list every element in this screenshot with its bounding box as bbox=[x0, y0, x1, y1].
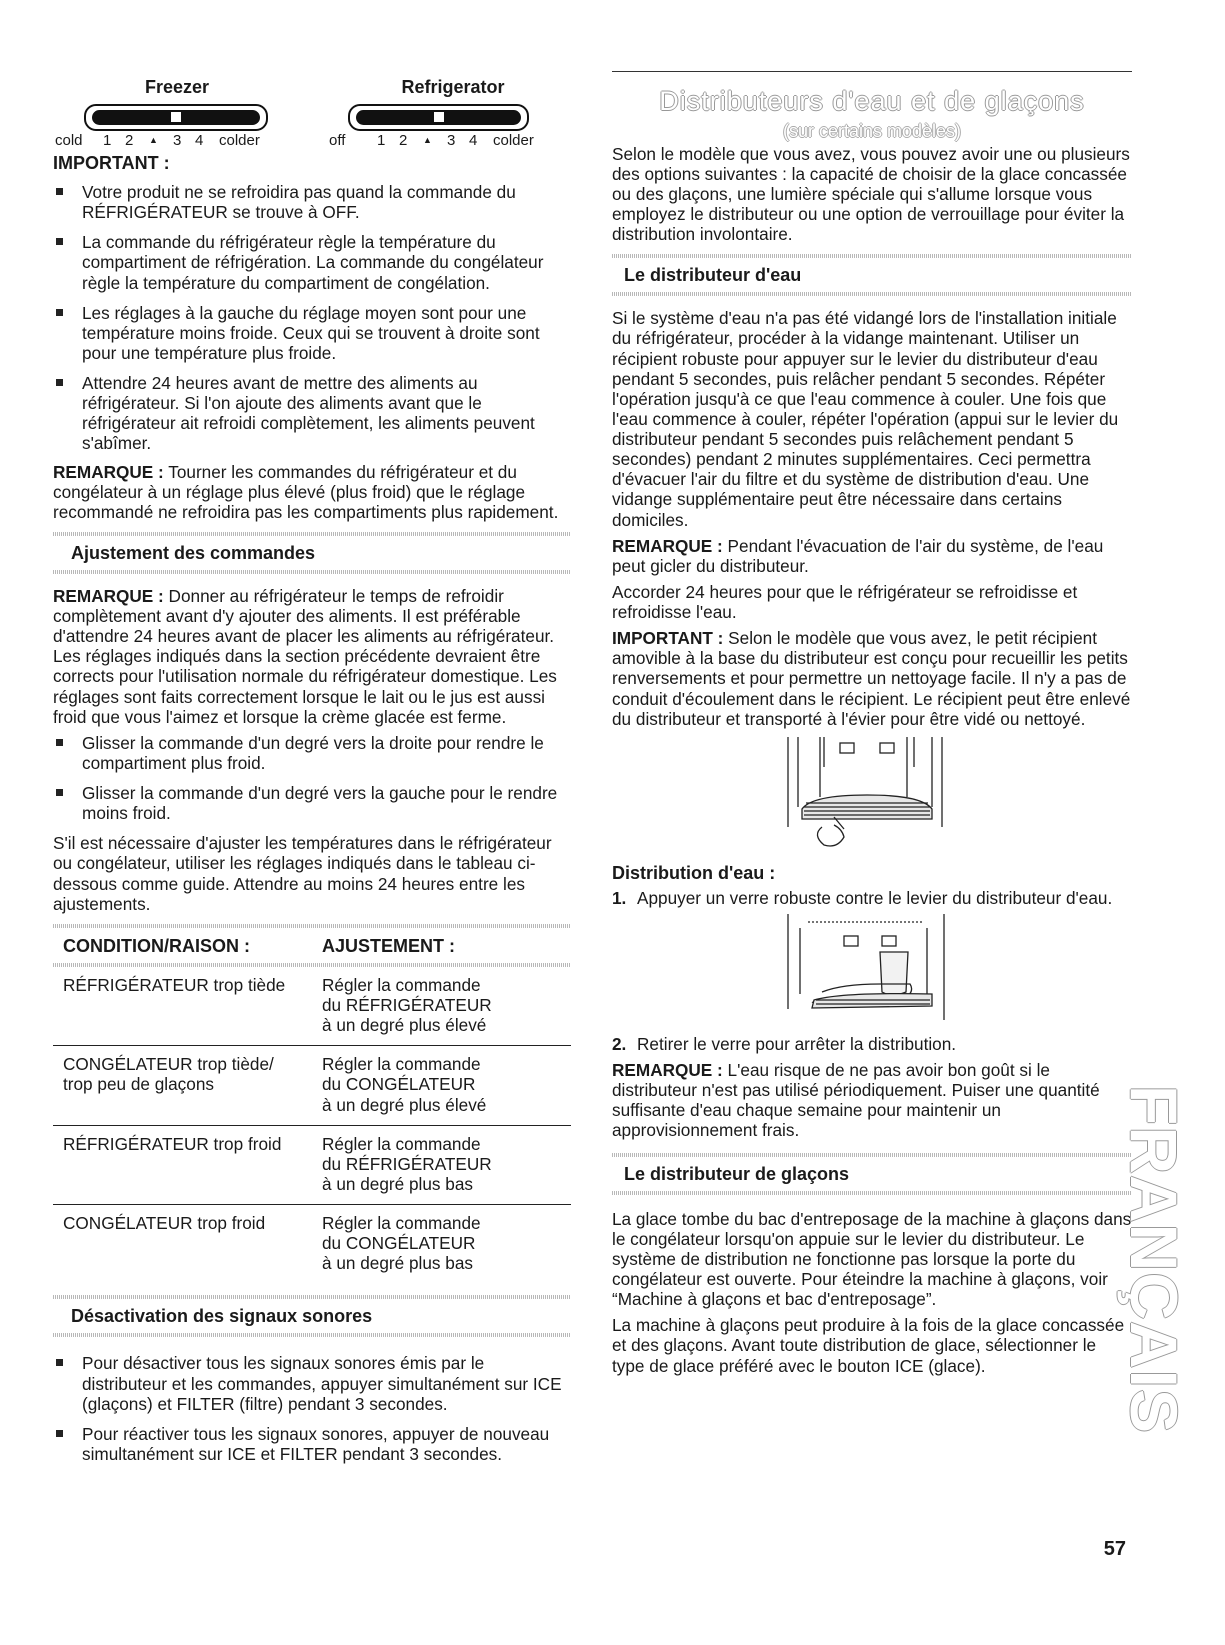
scale-mark: 4 bbox=[469, 132, 478, 149]
language-label: FRANÇAIS bbox=[1117, 1085, 1191, 1434]
table-row bbox=[53, 1046, 571, 1125]
bullet-item: La commande du réfrigérateur règle la température du compartiment de réfrigération. La commande du congélateur règle la température du compartiment de congélation. bbox=[53, 232, 571, 292]
bullet-item: Pour réactiver tous les signaux sonores, appuyer de nouveau simultanément sur ICE et FILTER pendant 3 secondes. bbox=[53, 1424, 571, 1464]
table-header-condition: CONDITION/RAISON : bbox=[63, 935, 250, 956]
ajustement-list bbox=[53, 733, 571, 824]
refrigerator-title: Refrigerator bbox=[401, 77, 505, 97]
step-text: Appuyer un verre robuste contre le levier du distributeur d'eau. bbox=[637, 887, 1113, 908]
ajustement-remarque bbox=[53, 586, 571, 727]
table-cell-ajustement: Régler la commande du RÉFRIGÉRATEUR à un degré plus élevé bbox=[312, 967, 571, 1046]
scale-mark: ▲ bbox=[423, 135, 432, 145]
freezer-slider[interactable] bbox=[84, 104, 268, 131]
distribution-heading: Distribution d'eau : bbox=[612, 862, 776, 883]
remarque-label: REMARQUE : bbox=[53, 585, 164, 606]
table-header-ajustement: AJUSTEMENT : bbox=[322, 935, 456, 956]
important-text: Selon le modèle que vous avez, le petit récipient amovible à la base du distributeur est conçu pour recueillir les petits renversements et pour permettre un nettoyage facile. Il n'y a pas de conduit d'écoulement dans le récipient. Le récipient peut être enlevé du distributeur et transporté à l'évier pour être vidé ou nettoyé. bbox=[612, 628, 1131, 729]
eau-heading: Le distributeur d'eau bbox=[624, 265, 802, 286]
desactivation-list bbox=[53, 1353, 571, 1464]
scale-mark: 3 bbox=[447, 132, 456, 149]
table-cell-condition: RÉFRIGÉRATEUR trop tiède bbox=[53, 967, 312, 1046]
distribution-steps-2 bbox=[612, 1034, 1132, 1054]
remarque-text: Donner au réfrigérateur le temps de refroidir complètement avant d'y ajouter des aliments. Il est préférable d'attendre 24 heures avant de placer les aliments au réfrigérateur. Les réglages indiqués dans la section précédente devraient être corrects pour l'utilisation normale du réfrigérateur domestique. Les réglages sont faits correctement lorsque le lait ou le jus est aussi froid que vous l'aimez et lorsque la crème glacée est ferme. bbox=[53, 585, 557, 727]
step-item bbox=[612, 1034, 1132, 1054]
scale-mark: 1 bbox=[103, 132, 112, 149]
eau-important bbox=[612, 628, 1132, 729]
scale-mark: 1 bbox=[377, 132, 386, 149]
step-item bbox=[612, 888, 1132, 908]
divider bbox=[53, 1333, 571, 1337]
scale-mark: 2 bbox=[125, 132, 134, 149]
scale-mark: cold bbox=[55, 132, 83, 149]
step-text: Retirer le verre pour arrêter la distribution. bbox=[637, 1033, 957, 1054]
bullet-item: Pour désactiver tous les signaux sonores émis par le distributeur et les commandes, appuyer simultanément sur ICE (glaçons) et FILTER (filtre) pendant 3 secondes. bbox=[53, 1353, 571, 1413]
remarque-1 bbox=[53, 462, 571, 522]
step-number: 2. bbox=[612, 1033, 627, 1054]
eau-remarque bbox=[612, 536, 1132, 576]
table-cell-ajustement: Régler la commande du CONGÉLATEUR à un degré plus élevé bbox=[312, 1046, 571, 1125]
glacons-para2: La machine à glaçons peut produire à la fois de la glace concassée et des glaçons. Avant toute distribution de glace, sélectionner le type de glace préféré avec le bouton ICE (glace). bbox=[612, 1315, 1125, 1376]
table-cell-condition: CONGÉLATEUR trop tiède/ trop peu de glaçons bbox=[53, 1046, 312, 1125]
eau-para2: Accorder 24 heures pour que le réfrigérateur se refroidisse et refroidisse l'eau. bbox=[612, 581, 1078, 623]
important-heading: IMPORTANT : bbox=[53, 153, 170, 173]
eau-para1: Si le système d'eau n'a pas été vidangé lors de l'installation initiale du réfrigérateur, procéder à la vidange maintenant. Utiliser un récipient robuste pour appuyer sur le levier du distributeur d'eau pendant 5 secondes, puis relâcher pendant 5 secondes. Répéter l'opération jusqu'à ce que l'eau commence à couler. Une fois que l'eau commence à couler, répéter l'opération (appui sur le levier du distributeur pendant 5 secondes puis relâchement pendant 5 secondes) pendant 2 minutes supplémentaires. Ceci permettra d'évacuer l'air du filtre et du système de distribution d'eau. Une vidange supplémentaire peut être nécessaire dans certains domiciles. bbox=[612, 308, 1119, 530]
distribution-steps bbox=[612, 888, 1132, 908]
scale-mark: off bbox=[329, 132, 346, 149]
table-row bbox=[53, 1205, 571, 1284]
remarque-label: REMARQUE : bbox=[612, 535, 723, 556]
remarque-label: REMARQUE : bbox=[612, 1060, 723, 1081]
dispenser-tray-illustration bbox=[782, 737, 952, 857]
refrigerator-slider-knob[interactable] bbox=[434, 112, 444, 122]
remarque-text: Tourner les commandes du réfrigérateur et du congélateur à un réglage plus élevé (plus froid) que le réglage recommandé ne refroidira pas les compartiments plus rapidement. bbox=[53, 461, 559, 522]
table-cell-ajustement: Régler la commande du CONGÉLATEUR à un degré plus bas bbox=[322, 1213, 481, 1274]
top-rule bbox=[612, 71, 1132, 72]
left-column bbox=[53, 0, 571, 1474]
adjustment-table bbox=[53, 928, 571, 1284]
scale-mark: ▲ bbox=[149, 135, 158, 145]
table-row bbox=[53, 967, 571, 1046]
page-number: 57 bbox=[1103, 1538, 1126, 1560]
scale-mark: 2 bbox=[399, 132, 408, 149]
distributeurs-title: Distributeurs d'eau et de glaçons bbox=[659, 86, 1085, 116]
right-column bbox=[612, 86, 1132, 1382]
step-number: 1. bbox=[612, 887, 627, 908]
scale-mark: 3 bbox=[173, 132, 182, 149]
distribution-remarque bbox=[612, 1060, 1132, 1141]
distributeurs-subtitle: (sur certains modèles) bbox=[782, 120, 962, 141]
bullet-item: Glisser la commande d'un degré vers la gauche pour le rendre moins froid. bbox=[53, 783, 571, 823]
bullet-item: Glisser la commande d'un degré vers la droite pour rendre le compartiment plus froid. bbox=[53, 733, 571, 773]
desactivation-heading: Désactivation des signaux sonores bbox=[71, 1306, 373, 1327]
scale-mark: colder bbox=[219, 132, 260, 149]
bullet-item: Votre produit ne se refroidira pas quand la commande du RÉFRIGÉRATEUR se trouve à OFF. bbox=[53, 182, 571, 222]
dispenser-glass-illustration bbox=[782, 914, 952, 1026]
glacons-heading: Le distributeur de glaçons bbox=[624, 1163, 850, 1184]
ajustement-para: S'il est nécessaire d'ajuster les températures dans le réfrigérateur ou congélateur, utiliser les réglages indiqués dans le tableau ci-dessous comme guide. Attendre au moins 24 heures entre les ajustements. bbox=[53, 833, 552, 914]
bullet-item: Les réglages à la gauche du réglage moyen sont pour une température moins froide. Ceux qui se trouvent à droite sont pour une température plus froide. bbox=[53, 303, 571, 363]
control-dials bbox=[53, 0, 571, 148]
remarque-text: Pendant l'évacuation de l'air du système, de l'eau peut gicler du distributeur. bbox=[612, 535, 1104, 576]
refrigerator-slider[interactable] bbox=[348, 104, 529, 131]
remarque-text: L'eau risque de ne pas avoir bon goût si le distributeur n'est pas utilisé périodiquement. Puiser une quantité suffisante d'eau chaque semaine pour maintenir un approvisionnement frais. bbox=[612, 1060, 1100, 1141]
language-tab bbox=[1117, 1085, 1200, 1645]
bullet-item: Attendre 24 heures avant de mettre des aliments au réfrigérateur. Si l'on ajoute des aliments avant que le réfrigérateur ait refroidi complètement, les aliments peuvent s'abîmer. bbox=[53, 373, 571, 454]
divider bbox=[612, 1191, 1132, 1195]
table-cell-condition: CONGÉLATEUR trop froid bbox=[63, 1213, 266, 1234]
table-row bbox=[53, 1125, 571, 1204]
ajustement-heading: Ajustement des commandes bbox=[71, 542, 316, 563]
freezer-title: Freezer bbox=[144, 77, 210, 97]
glacons-para1: La glace tombe du bac d'entreposage de la machine à glaçons dans le congélateur lorsqu'on appuie sur le levier du distributeur. Le système de distribution ne fonctionne pas lorsque la porte du congélateur est ouverte. Pour éteindre la machine à glaçons, voir “Machine à glaçons et bac d'entreposage”. bbox=[612, 1208, 1132, 1310]
distributeurs-intro: Selon le modèle que vous avez, vous pouvez avoir une ou plusieurs des options suivantes : la capacité de choisir de la glace concassée ou des glaçons, une lumière spéciale qui s'allume lorsque vous employez le distributeur ou une option de verrouillage pour éviter la distribution involontaire. bbox=[612, 143, 1130, 245]
table-cell-ajustement: Régler la commande du RÉFRIGÉRATEUR à un degré plus bas bbox=[312, 1125, 571, 1204]
remarque-label: REMARQUE : bbox=[53, 461, 164, 482]
freezer-slider-knob[interactable] bbox=[171, 112, 181, 122]
divider bbox=[612, 292, 1132, 296]
scale-mark: 4 bbox=[195, 132, 204, 149]
divider bbox=[53, 570, 571, 574]
scale-mark: colder bbox=[493, 132, 534, 149]
important-list bbox=[53, 182, 571, 454]
table-cell-condition: RÉFRIGÉRATEUR trop froid bbox=[53, 1125, 312, 1204]
important-label: IMPORTANT : bbox=[612, 628, 724, 649]
